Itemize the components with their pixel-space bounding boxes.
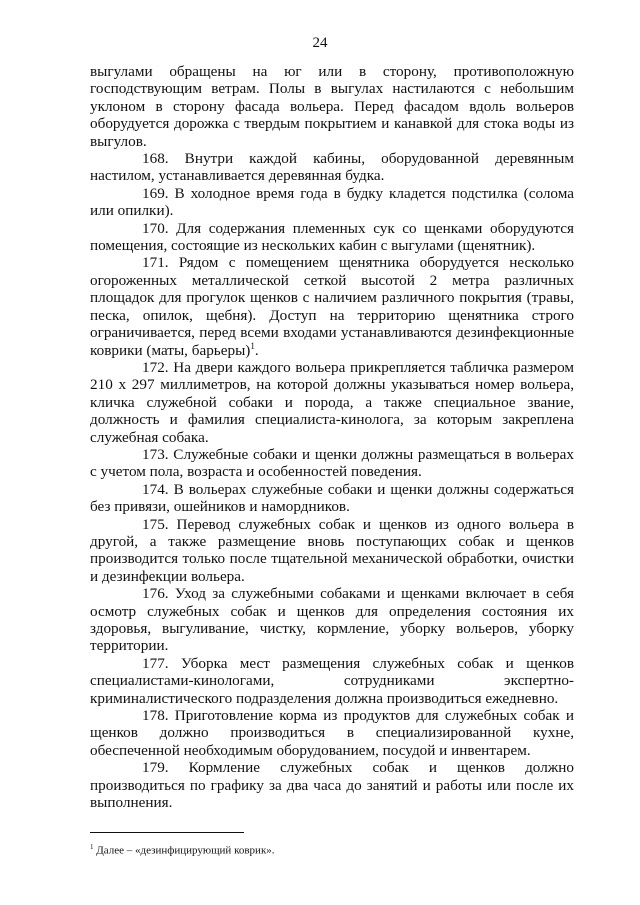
paragraph-text: 179. Кормление служебных собак и щенков должно производиться по графику за два часа до занятий и работы или после их выполнения. [90, 759, 574, 812]
paragraph-text: выгулами обращены на юг или в сторону, противоположную господствующим ветрам. Полы в выгулах настилаются с небольшим уклоном в сторону фасада вольера. Перед фасадом вдоль вольеров оборудуется дорожка с твердым покрытием и канавкой для стока воды из выгулов. [90, 63, 574, 150]
paragraph [90, 359, 574, 446]
footnote [90, 841, 574, 858]
footnote-reference: 1 [250, 340, 255, 351]
paragraph [90, 585, 574, 655]
footnote-text: Далее – «дезинфицирующий коврик». [93, 844, 275, 857]
paragraph-text: 168. Внутри каждой кабины, оборудованной деревянным настилом, устанавливается деревянная будка. [90, 150, 574, 185]
paragraph [90, 63, 574, 150]
paragraph-text: 176. Уход за служебными собаками и щенками включает в себя осмотр служебных собак и щенков для определения состояния их здоровья, выгуливание, чистку, кормление, уборку вольеров, уборку территории. [90, 585, 574, 655]
paragraph-text: 170. Для содержания племенных сук со щенками оборудуются помещения, состоящие из нескольких кабин с выгулами (щенятник). [90, 219, 574, 255]
paragraph-text: 178. Приготовление корма из продуктов для служебных собак и щенков должно производиться в специализированной кухне, обеспеченной необходимым оборудованием, посудой и инвентарем. [90, 707, 574, 759]
footnote-separator [90, 832, 244, 833]
paragraph-text: 175. Перевод служебных собак и щенков из одного вольера в другой, а также размещение вновь поступающих собак и щенков производится только после тщательной механической обработки, очистки и дезинфекции вольера. [90, 515, 574, 585]
paragraph-text: 171. Рядом с помещением щенятника оборудуется несколько огороженных металлической сеткой высотой 2 метра различных площадок для прогулок щенков с наличием различного покрытия (травы, песка, опилок, щебня). Доступ на территорию щенятника строго ограничивается, перед всеми входами устанавливаются дезинфекционные коврики (маты, барьеры) [90, 254, 574, 359]
paragraph [90, 759, 574, 811]
paragraph-text: 177. Уборка мест размещения служебных собак и щенков специалистами-кинологами, сотрудниками экспертно-криминалистического подразделения должна производиться ежедневно. [90, 654, 574, 707]
footnote-mark: 1 [90, 843, 94, 851]
paragraph-text: 173. Служебные собаки и щенки должны размещаться в вольерах с учетом пола, возраста и особенностей поведения. [90, 445, 574, 481]
page-number: 24 [312, 35, 328, 51]
body-text [90, 63, 574, 811]
paragraph-text: 169. В холодное время года в будку кладется подстилка (солома или опилки). [90, 184, 574, 220]
paragraph-text: 174. В вольерах служебные собаки и щенки должны содержаться без привязи, ошейников и намордников. [90, 480, 574, 516]
paragraph-tail: . [254, 341, 259, 359]
paragraph [90, 481, 574, 516]
paragraph [90, 254, 574, 358]
paragraph [90, 655, 574, 707]
paragraph [90, 516, 574, 586]
paragraph [90, 446, 574, 481]
paragraph-text: 172. На двери каждого вольера прикрепляется табличка размером 210 x 297 миллиметров, на которой должны указываться номер вольера, кличка служебной собаки и порода, а также специальное звание, должность и фамилия специалиста-кинолога, за которым закреплена служебная собака. [90, 358, 574, 446]
paragraph [90, 185, 574, 220]
paragraph [90, 150, 574, 185]
paragraph [90, 707, 574, 759]
paragraph [90, 220, 574, 255]
